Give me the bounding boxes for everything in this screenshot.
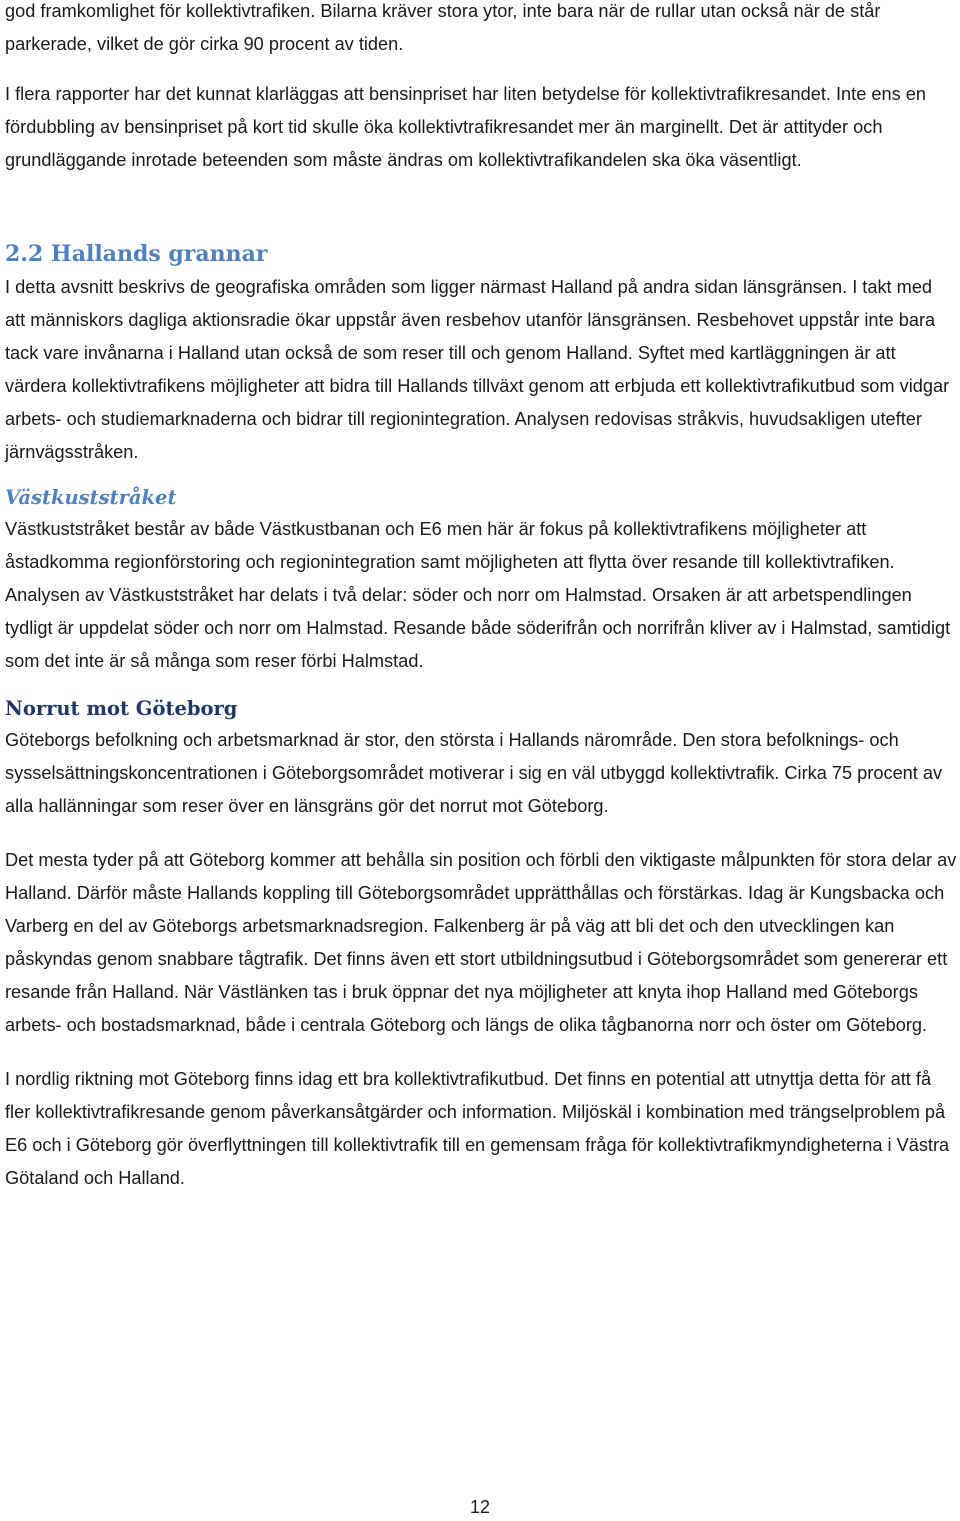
subheading-vastkuststraket: Västkuststråket — [5, 486, 177, 509]
paragraph-nordlig-riktning: I nordlig riktning mot Göteborg finns idag ett bra kollektivtrafikutbud. Det finns en potential att utnyttja detta för att få fler kollektivtrafikresande genom påverkansåtgärder och information. Miljöskäl i kombination med trängselproblem på E6 och i Göteborg gör överflyttningen till kollektivtrafik till en gemensam fråga för kollektivtrafikmyndigheterna i Västra Götaland och Halland. — [5, 1069, 950, 1188]
paragraph-goteborg-position: Det mesta tyder på att Göteborg kommer att behålla sin position och förbli den viktigaste målpunkten för stora delar av Halland. Därför måste Hallands koppling till Göteborgsområdet upprätthållas och förstärkas. Idag är Kungsbacka och Varberg en del av Göteborgs arbetsmarknadsregion. Falkenberg är på väg att bli det och den utvecklingen kan påskyndas genom snabbare tågtrafik. Det finns även ett stort utbildningsutbud i Göteborgsområdet som genererar ett resande från Halland. När Västlänken tas i bruk öppnar det nya möjligheter att knyta ihop Halland med Göteborgs arbets- och bostadsmarknad, både i centrala Göteborg och längs de olika tågbanorna norr och öster om Göteborg. — [5, 850, 957, 1035]
document-page — [5, 0, 957, 1195]
page-number: 12 — [469, 1497, 491, 1517]
paragraph-hallands-grannar: I detta avsnitt beskrivs de geografiska områden som ligger närmast Halland på andra sidan länsgränsen. I takt med att människors dagliga aktionsradie ökar uppstår även resbehov utanför länsgränsen. Resbehovet uppstår inte bara tack vare invånarna i Halland utan också de som reser till och genom Halland. Syftet med kartläggningen är att värdera kollektivtrafikens möjligheter att bidra till Hallands tillväxt genom att erbjuda ett kollektivtrafikutbud som vidgar arbets- och studiemarknaderna och bidrar till regionintegration. Analysen redovisas stråkvis, huvudsakligen utefter järnvägsstråken. — [5, 277, 950, 462]
subheading-norrut-mot-goteborg: Norrut mot Göteborg — [5, 697, 238, 720]
paragraph-vastkuststraket: Västkuststråket består av både Västkustbanan och E6 men här är fokus på kollektivtrafikens möjligheter att åstadkomma regionförstoring och regionintegration samt möjligheten att flytta över resande till kollektivtrafiken. Analysen av Västkuststråket har delats i två delar: söder och norr om Halmstad. Orsaken är att arbetspendlingen tydligt är uppdelat söder och norr om Halmstad. Resande både söderifrån och norrifrån kliver av i Halmstad, samtidigt som det inte är så många som reser förbi Halmstad. — [5, 519, 951, 671]
paragraph-bilarna: god framkomlighet för kollektivtrafiken. Bilarna kräver stora ytor, inte bara när de rullar utan också när de står parkerade, vilket de gör cirka 90 procent av tiden. — [5, 1, 881, 54]
paragraph-bensinpriset: I flera rapporter har det kunnat klarläggas att bensinpriset har liten betydelse för kollektivtrafikresandet. Inte ens en fördubbling av bensinpriset på kort tid skulle öka kollektivtrafikresandet mer än marginellt. Det är attityder och grundläggande inrotade beteenden som måste ändras om kollektivtrafikandelen ska öka väsentligt. — [5, 84, 926, 170]
section-heading-hallands-grannar: 2.2 Hallands grannar — [5, 241, 268, 267]
paragraph-goteborg-befolkning: Göteborgs befolkning och arbetsmarknad är stor, den största i Hallands närområde. Den stora befolknings- och sysselsättningskoncentrationen i Göteborgsområdet motiverar i sig en väl utbyggd kollektivtrafik. Cirka 75 procent av alla hallänningar som reser över en länsgräns gör det norrut mot Göteborg. — [5, 730, 943, 816]
